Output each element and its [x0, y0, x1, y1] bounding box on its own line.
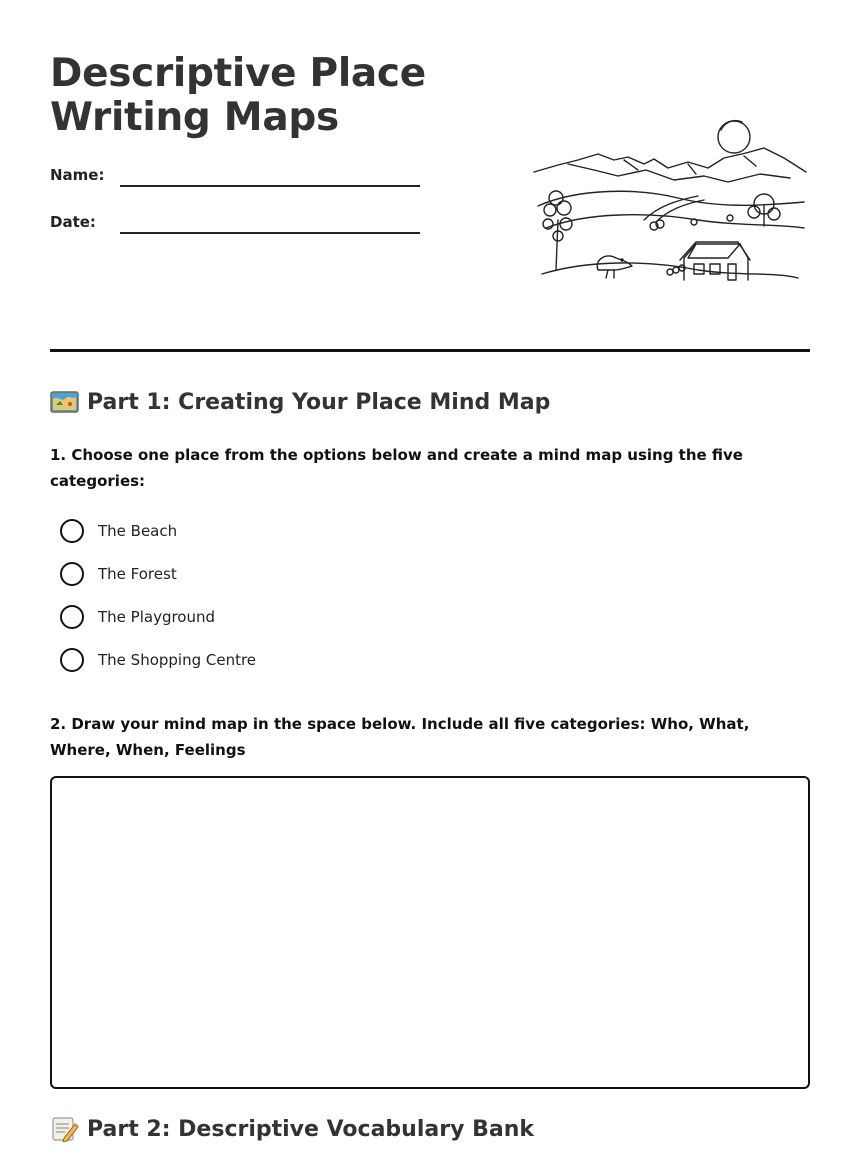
title-line-2: Writing Maps [50, 95, 339, 140]
option-label: The Playground [98, 607, 216, 626]
date-label: Date: [50, 213, 96, 231]
option-label: The Forest [98, 564, 177, 583]
option-playground[interactable] [60, 595, 256, 638]
date-line[interactable] [120, 232, 420, 234]
radio-button[interactable] [60, 519, 84, 543]
question-1: 1. Choose one place from the options below and create a mind map using the five categories: [50, 446, 743, 490]
name-line[interactable] [120, 185, 420, 187]
name-label: Name: [50, 166, 105, 184]
option-beach[interactable] [60, 509, 256, 552]
page-title [50, 52, 426, 140]
map-icon [50, 389, 79, 415]
radio-button[interactable] [60, 562, 84, 586]
option-forest[interactable] [60, 552, 256, 595]
part1-heading [50, 389, 550, 415]
memo-icon [50, 1116, 79, 1142]
option-label: The Shopping Centre [98, 650, 257, 669]
place-options [60, 509, 256, 681]
name-field[interactable] [50, 166, 420, 196]
header-divider [50, 349, 810, 352]
part2-heading [50, 1116, 534, 1142]
option-label: The Beach [98, 521, 178, 540]
mind-map-drawing-area[interactable] [50, 776, 810, 1089]
radio-button[interactable] [60, 605, 84, 629]
date-field[interactable] [50, 213, 420, 243]
radio-button[interactable] [60, 648, 84, 672]
part1-heading-text: Part 1: Creating Your Place Mind Map [87, 389, 551, 415]
landscape-illustration-icon [528, 110, 814, 290]
part2-heading-text: Part 2: Descriptive Vocabulary Bank [87, 1116, 534, 1142]
title-line-1: Descriptive Place [50, 51, 426, 96]
question-2: 2. Draw your mind map in the space below. Include all five categories: Who, What, Where, When, Feelings [50, 715, 750, 759]
option-shopping-centre[interactable] [60, 638, 256, 681]
